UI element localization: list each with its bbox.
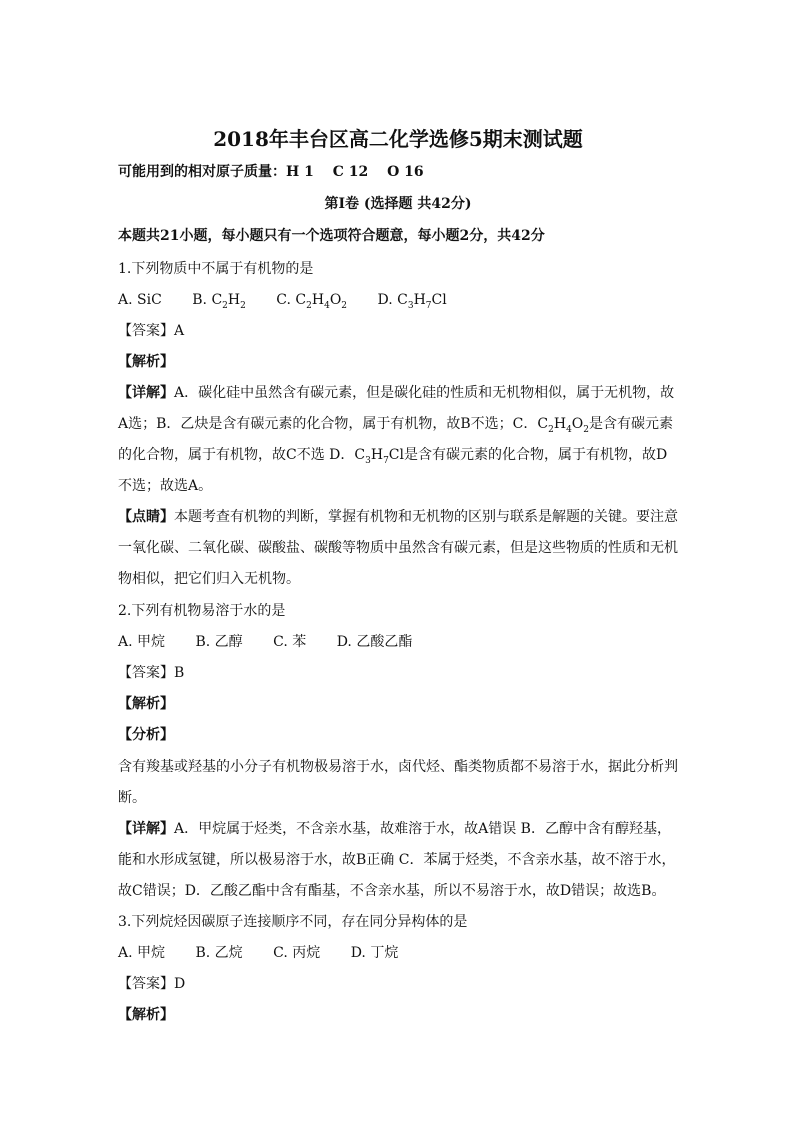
q3-option-b: B. 乙烷	[195, 945, 243, 961]
atomic-masses-line: 可能用到的相对原子质量：H 1 C 12 O 16	[118, 164, 424, 180]
q2-option-b: B. 乙醇	[195, 634, 243, 650]
question-1-detail-line-4: 不选；故选A。	[118, 478, 213, 494]
question-1-analysis-label: 【解析】	[118, 354, 174, 370]
question-1-answer: 【答案】A	[118, 323, 185, 339]
question-2-detail-line-1: 【详解】A．甲烷属于烃类，不含亲水基，故难溶于水，故A错误 B．乙醇中含有醇羟基，	[118, 821, 671, 837]
question-3-answer: 【答案】D	[118, 976, 186, 992]
q3-option-d: D. 丁烷	[350, 945, 399, 961]
question-2-fenxi-label: 【分析】	[118, 727, 174, 743]
q1-option-d: D. $C_3H_7Cl$	[377, 292, 447, 311]
q3-option-c: C. 丙烷	[273, 945, 321, 961]
question-1-options	[118, 290, 447, 310]
question-2-options	[118, 632, 412, 652]
question-2-answer: 【答案】B	[118, 665, 185, 681]
question-1-note-line-2: 一氧化碳、二氧化碳、碳酸盐、碳酸等物质中虽然含有碳元素，但是这些物质的性质和无机	[118, 540, 678, 556]
question-2-fenxi-line-2: 断。	[118, 790, 146, 806]
q1-option-a: A. SiC	[118, 292, 162, 308]
section-instruction: 本题共21小题，每小题只有一个选项符合题意，每小题2分，共42分	[118, 228, 545, 244]
q2-option-d: D. 乙酸乙酯	[336, 634, 413, 650]
question-3-options	[118, 943, 398, 963]
question-2-analysis-label: 【解析】	[118, 696, 174, 712]
question-2-detail-line-2: 能和水形成氢键，所以极易溶于水，故B正确 C．苯属于烃类，不含亲水基，故不溶于水，	[118, 852, 676, 868]
question-2-stem: 2.下列有机物易溶于水的是	[118, 603, 286, 619]
question-1-detail-line-2: A选；B．乙炔是含有碳元素的化合物，属于有机物，故B不选；C．$C_2H_4O_2$是含有碳元素	[118, 416, 674, 435]
question-1-detail-line-1: 【详解】A．碳化硅中虽然含有碳元素，但是碳化硅的性质和无机物相似，属于无机物，故	[118, 385, 675, 401]
question-3-analysis-label: 【解析】	[118, 1007, 174, 1023]
question-1-note-line-1: 【点睛】本题考查有机物的判断，掌握有机物和无机物的区别与联系是解题的关键。要注意	[118, 509, 678, 525]
question-1-stem: 1.下列物质中不属于有机物的是	[118, 261, 314, 277]
question-2-detail-line-3: 故C错误；D．乙酸乙酯中含有酯基，不含亲水基，所以不易溶于水，故D错误；故选B。	[118, 883, 666, 899]
section-heading: 第I卷 (选择题 共42分)	[324, 196, 472, 212]
q2-option-c: C. 苯	[273, 634, 307, 650]
q2-option-a: A. 甲烷	[118, 634, 166, 650]
question-1-note-line-3: 物相似，把它们归入无机物。	[118, 571, 300, 587]
question-3-stem: 3.下列烷烃因碳原子连接顺序不同，存在同分异构体的是	[118, 914, 468, 930]
page-title: 2018年丰台区高二化学选修5期末测试题	[213, 127, 583, 151]
question-1-detail-line-3: 的化合物，属于有机物，故C不选 D．$C_3H_7Cl$是含有碳元素的化合物，属于有机物，故D	[118, 447, 668, 466]
q1-option-c: C. $C_2H_4O_2$	[276, 292, 348, 311]
question-2-fenxi-line-1: 含有羧基或羟基的小分子有机物极易溶于水，卤代烃、酯类物质都不易溶于水，据此分析判	[118, 759, 678, 775]
q1-option-b: B. $C_2H_2$	[192, 292, 246, 311]
q3-option-a: A. 甲烷	[118, 945, 166, 961]
